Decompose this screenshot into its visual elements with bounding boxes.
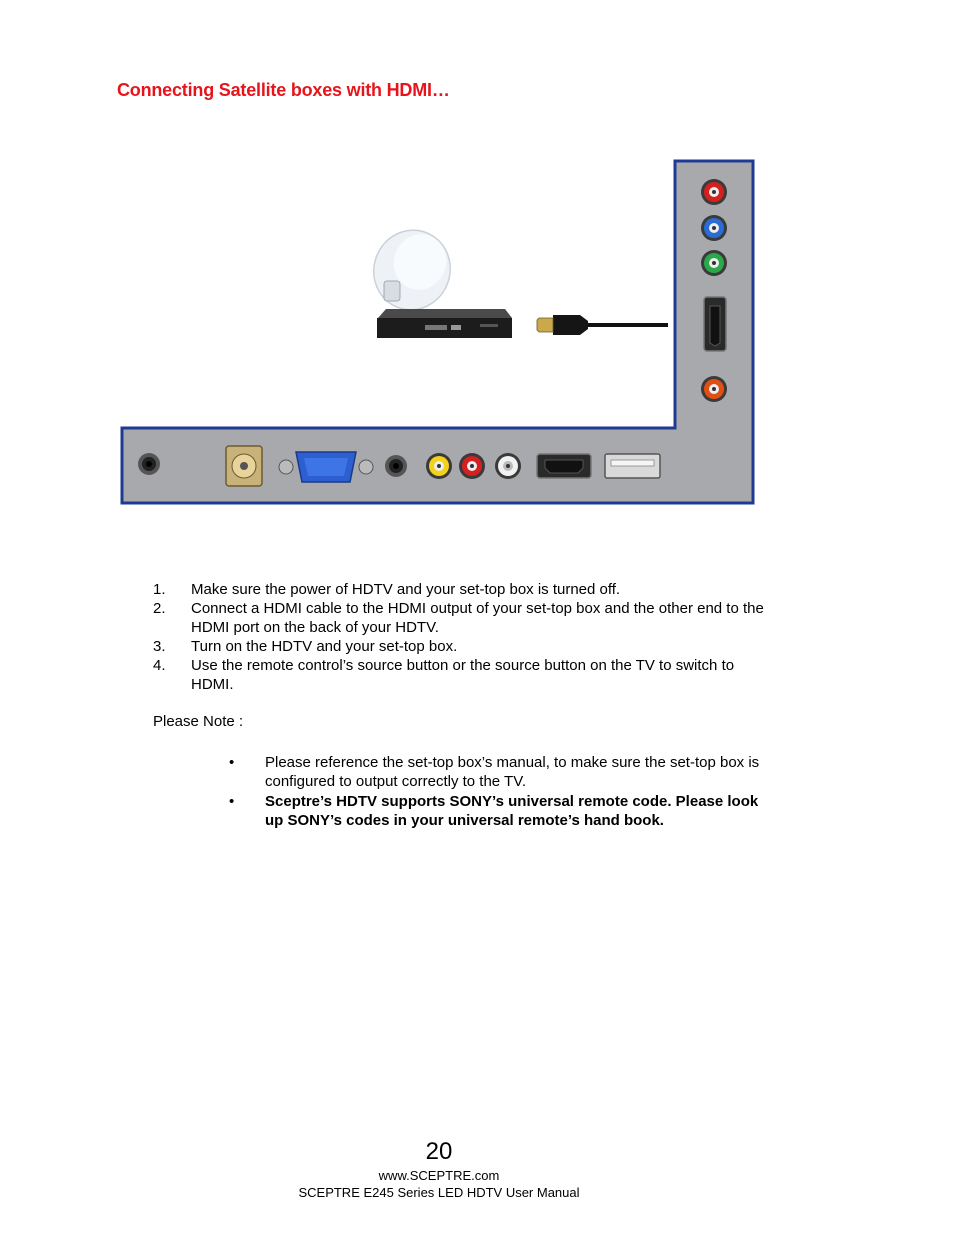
step-text: Make sure the power of HDTV and your set-top box is turned off. — [191, 581, 621, 598]
usb-port — [605, 454, 660, 478]
component-red-port — [701, 179, 727, 205]
step-item — [153, 580, 773, 599]
step-number: 3. — [153, 638, 166, 655]
headphone-port — [138, 453, 160, 475]
bullet-icon: • — [229, 793, 235, 810]
coax-antenna-port — [226, 446, 262, 486]
audio-out-port — [701, 376, 727, 402]
side-hdmi-port — [704, 297, 726, 351]
note-label: Please Note : — [153, 713, 244, 730]
page-title: Connecting Satellite boxes with HDMI… — [117, 80, 450, 100]
note-text: Please reference the set-top box’s manual, to make sure the set-top box is configured to output correctly to the TV. — [265, 754, 760, 790]
component-video-ports — [701, 179, 727, 276]
footer-manual-title: SCEPTRE E245 Series LED HDTV User Manual — [298, 1185, 580, 1200]
step-number: 2. — [153, 600, 166, 617]
page-number: 20 — [425, 1138, 453, 1165]
satellite-dish — [363, 219, 462, 320]
note-text: Sceptre’s HDTV supports SONY’s universal remote code. Please look up SONY’s codes in your universal remote’s hand book. — [265, 793, 759, 829]
av-audio-red-port — [459, 453, 485, 479]
component-blue-port — [701, 215, 727, 241]
instruction-steps — [153, 580, 773, 694]
step-item — [153, 599, 773, 637]
step-text: Turn on the HDTV and your set-top box. — [191, 638, 458, 655]
note-item — [225, 792, 765, 830]
step-number: 1. — [153, 581, 166, 598]
bullet-icon: • — [229, 754, 235, 771]
component-green-port — [701, 250, 727, 276]
hdmi-connection-diagram — [0, 0, 954, 560]
step-item — [153, 656, 773, 694]
set-top-box — [377, 309, 512, 338]
note-list — [225, 753, 765, 831]
hdmi-cable — [537, 315, 668, 335]
step-text: Use the remote control’s source button or the source button on the TV to switch to HDMI. — [191, 657, 735, 693]
footer-url: www.SCEPTRE.com — [378, 1168, 500, 1183]
bottom-hdmi-port — [537, 454, 591, 478]
step-item — [153, 637, 773, 656]
av-video-yellow-port — [426, 453, 452, 479]
step-text: Connect a HDMI cable to the HDMI output of your set-top box and the other end to the HDMI port on the back of your HDTV. — [191, 600, 764, 636]
av-audio-white-port — [495, 453, 521, 479]
pc-audio-port — [385, 455, 407, 477]
note-item — [225, 753, 765, 791]
step-number: 4. — [153, 657, 166, 674]
